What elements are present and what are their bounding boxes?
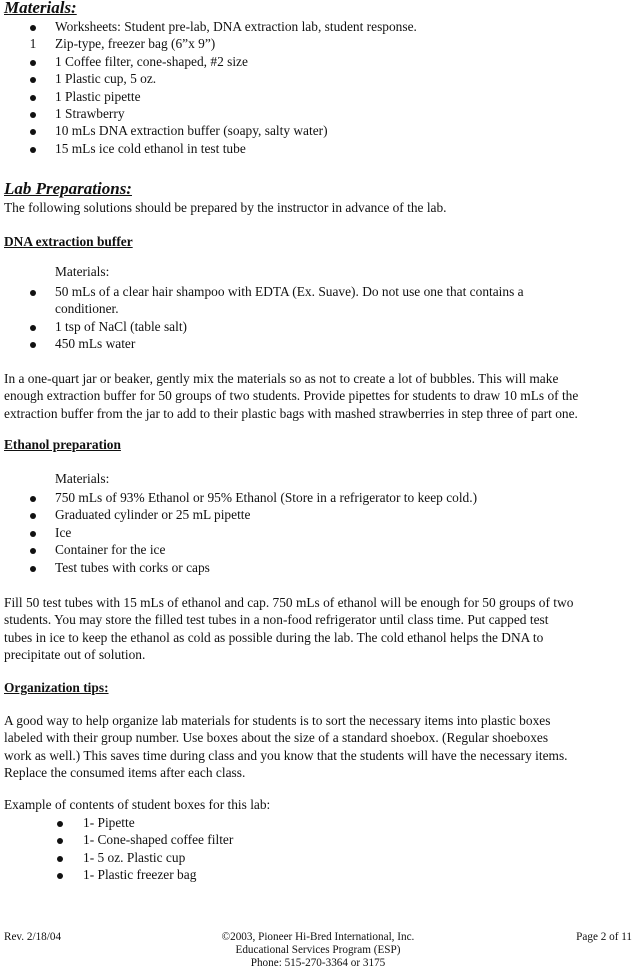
bullet-icon — [26, 524, 40, 541]
buffer-materials-label: Materials: — [55, 264, 110, 279]
bullet-icon — [26, 122, 40, 139]
bullet-icon — [26, 506, 40, 523]
footer-phone: Phone: 515-270-3364 or 3175 — [250, 957, 386, 969]
list-item-text: 1 Plastic pipette — [55, 88, 141, 104]
paragraph-line: A good way to help organize lab materials for students is to sort the necessary items into plastic boxes — [4, 713, 551, 728]
footer-program: Educational Services Program (ESP) — [235, 944, 401, 956]
list-item-text: 1 tsp of NaCl (table salt) — [55, 318, 188, 334]
bullet-icon — [26, 335, 40, 352]
footer-revision: Rev. 2/18/04 — [4, 931, 62, 943]
paragraph-line: work as well.) This saves time during class and you know that the students will have the necessary items. — [4, 747, 568, 763]
list-item-text: 1 Plastic cup, 5 oz. — [55, 71, 157, 87]
bullet-icon — [26, 88, 40, 105]
list-item-text: 450 mLs water — [55, 336, 136, 352]
dna-extraction-buffer-heading: DNA extraction buffer — [4, 234, 133, 249]
lab-preparations-intro: The following solutions should be prepared by the instructor in advance of the lab. — [4, 200, 447, 215]
list-item-text: Graduated cylinder or 25 mL pipette — [55, 507, 251, 523]
ethanol-materials-label: Materials: — [55, 471, 110, 486]
bullet-icon — [53, 831, 67, 848]
organization-tips-heading: Organization tips: — [4, 680, 109, 695]
bullet-icon — [26, 559, 40, 576]
paragraph-line: tubes in ice to keep the ethanol as cold as possible during the lab. The cold ethanol helps the DNA to — [4, 629, 544, 645]
bullet-icon — [26, 70, 40, 87]
bullet-icon — [26, 541, 40, 558]
bullet-icon — [26, 53, 40, 70]
paragraph-line: enough extraction buffer for 50 groups of two students. Provide pipettes for students to draw 10 mLs of the — [4, 388, 579, 404]
footer-copyright: ©2003, Pioneer Hi-Bred International, Inc. — [221, 931, 415, 943]
list-item-text: 750 mLs of 93% Ethanol or 95% Ethanol (Store in a refrigerator to keep cold.) — [55, 490, 478, 505]
list-item-text: 15 mLs ice cold ethanol in test tube — [55, 140, 246, 156]
list-item-text: Ice — [55, 524, 72, 540]
paragraph-line: Replace the consumed items after each class. — [4, 765, 246, 781]
list-item-text: 1 Strawberry — [55, 106, 125, 121]
bullet-icon — [26, 318, 40, 335]
bullet-icon — [26, 140, 40, 157]
lab-preparations-heading: Lab Preparations: — [4, 179, 132, 198]
paragraph-line: labeled with their group number. Use boxes about the size of a standard shoebox. (Regular shoeboxes — [4, 730, 549, 746]
list-item-text: 1- Cone-shaped coffee filter — [83, 832, 234, 848]
footer-page-number: Page 2 of 11 — [576, 931, 632, 943]
bullet-icon — [26, 18, 40, 35]
list-item-text: 1 Coffee filter, cone-shaped, #2 size — [55, 53, 248, 69]
bullet-icon — [53, 814, 67, 831]
list-item-text: 1- Plastic freezer bag — [83, 867, 197, 883]
paragraph-line: In a one-quart jar or beaker, gently mix the materials so as not to create a lot of bubbles. This will make — [4, 371, 559, 386]
bullet-icon — [53, 849, 67, 866]
list-item-text: Test tubes with corks or caps — [55, 559, 210, 575]
list-item-text: Worksheets: Student pre-lab, DNA extraction lab, student response. — [55, 19, 417, 34]
list-number: 1 — [29, 36, 37, 52]
paragraph-line: Fill 50 test tubes with 15 mLs of ethanol and cap. 750 mLs of ethanol will be enough for 50 groups of two — [4, 595, 574, 610]
ethanol-preparation-heading: Ethanol preparation — [4, 437, 121, 452]
paragraph-line: extraction buffer from the jar to add to their plastic bags with mashed strawberries in step three of part one. — [4, 405, 578, 421]
list-item-text: 1- Pipette — [83, 815, 135, 830]
bullet-icon — [26, 105, 40, 122]
list-item-continuation: conditioner. — [55, 301, 119, 317]
paragraph-line: precipitate out of solution. — [4, 647, 146, 663]
example-contents-intro: Example of contents of student boxes for this lab: — [4, 797, 271, 812]
paragraph-line: students. You may store the filled test tubes in a non-food refrigerator until class time. Put capped test — [4, 612, 549, 628]
list-item-text: 50 mLs of a clear hair shampoo with EDTA (Ex. Suave). Do not use one that contains a — [55, 284, 524, 299]
list-item-text: 10 mLs DNA extraction buffer (soapy, salty water) — [55, 123, 328, 139]
bullet-icon — [26, 489, 40, 506]
list-item-text: Container for the ice — [55, 542, 166, 558]
list-item-text: Zip-type, freezer bag (6”x 9”) — [55, 36, 216, 52]
bullet-icon — [53, 866, 67, 883]
list-item-text: 1- 5 oz. Plastic cup — [83, 849, 186, 865]
materials-heading: Materials: — [4, 0, 77, 17]
bullet-icon — [26, 283, 40, 300]
